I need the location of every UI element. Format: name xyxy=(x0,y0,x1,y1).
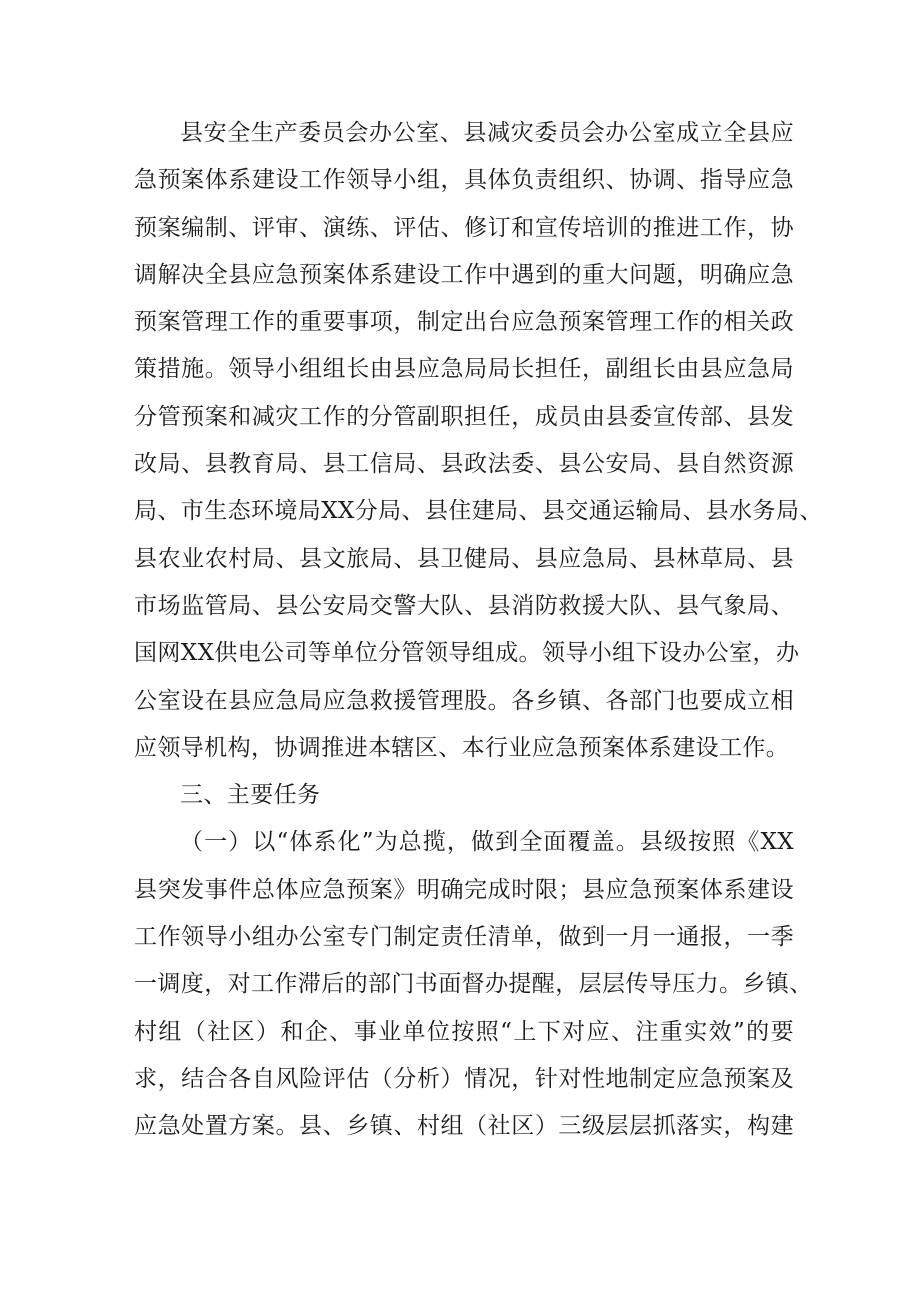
text-line: 国网XX供电公司等单位分管领导组成。领导小组下设办公室，办 xyxy=(134,640,800,667)
text-line: 策措施。领导小组组长由县应急局局长担任，副组长由县应急局 xyxy=(134,356,794,383)
text-line: 预案编制、评审、演练、评估、修订和宣传培训的推进工作，协 xyxy=(134,214,794,241)
paragraph-leadership-group xyxy=(134,110,823,772)
text-line: 分管预案和减灾工作的分管副职担任，成员由县委宣传部、县发 xyxy=(134,403,794,430)
text-line: 急预案体系建设工作领导小组，具体负责组织、协调、指导应急 xyxy=(134,167,794,194)
text-line: 局、市生态环境局XX分局、县住建局、县交通运输局、县水务局、 xyxy=(134,498,823,525)
text-line: 调解决全县应急预案体系建设工作中遇到的重大问题，明确应急 xyxy=(134,261,794,288)
text-line: 一调度，对工作滞后的部门书面督办提醒，层层传导压力。乡镇、 xyxy=(134,971,813,998)
text-line: 县安全生产委员会办公室、县减灾委员会办公室成立全县应 xyxy=(180,120,794,146)
text-line: 应领导机构，协调推进本辖区、本行业应急预案体系建设工作。 xyxy=(134,734,790,761)
text-line: 村组（社区）和企、事业单位按照“上下对应、注重实效”的要 xyxy=(134,1018,794,1045)
text-line: 改局、县教育局、县工信局、县政法委、县公安局、县自然资源 xyxy=(134,451,794,478)
text-line: 应急处置方案。县、乡镇、村组（社区）三级层层抓落实，构建 xyxy=(134,1113,794,1140)
section-heading: 三、主要任务 xyxy=(180,782,321,809)
text-line: 工作领导小组办公室专门制定责任清单，做到一月一通报，一季 xyxy=(134,924,794,951)
text-line: 预案管理工作的重要事项，制定出台应急预案管理工作的相关政 xyxy=(134,309,794,336)
document-body xyxy=(134,110,823,1151)
text-line: 求，结合各自风险评估（分析）情况，针对性地制定应急预案及 xyxy=(134,1065,794,1092)
text-line: 县农业农村局、县文旅局、县卫健局、县应急局、县林草局、县 xyxy=(134,545,794,572)
paragraph-systematization xyxy=(134,819,813,1150)
text-line: 市场监管局、县公安局交警大队、县消防救援大队、县气象局、 xyxy=(134,592,794,619)
text-line: （一）以“体系化”为总揽，做到全面覆盖。县级按照《XX xyxy=(180,829,794,856)
text-line: 公室设在县应急局应急救援管理股。各乡镇、各部门也要成立相 xyxy=(134,687,794,714)
text-line: 县突发事件总体应急预案》明确完成时限；县应急预案体系建设 xyxy=(134,876,794,903)
